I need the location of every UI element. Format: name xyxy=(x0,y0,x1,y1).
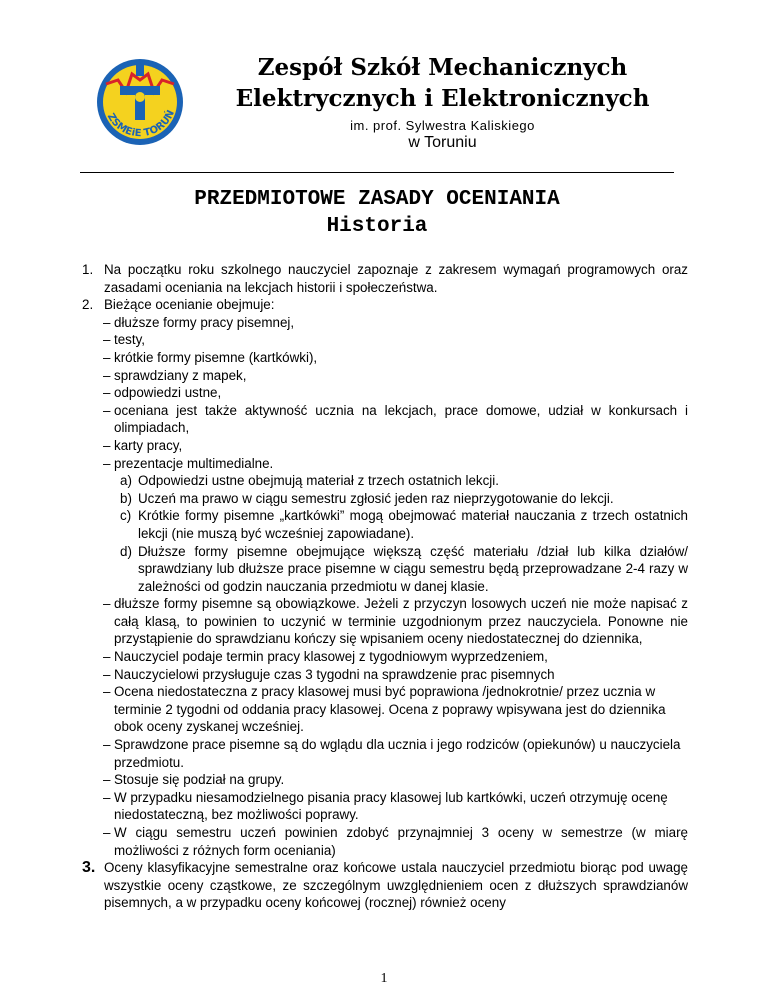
document-title xyxy=(80,186,674,240)
list-item-text: testy, xyxy=(114,332,146,348)
sub-item-letter: d) xyxy=(120,543,132,559)
dash-bullet: – xyxy=(103,349,111,365)
dash-bullet: – xyxy=(103,772,111,788)
list-item xyxy=(82,683,688,736)
list-item xyxy=(82,331,688,349)
point-1 xyxy=(82,261,688,296)
sub-item-text: Uczeń ma prawo w ciągu semestru zgłosić jeden raz nieprzygotowanie do lekcji. xyxy=(138,490,614,506)
list-item-text: W przypadku niesamodzielnego pisania pracy klasowej lub kartkówki, uczeń otrzymuję ocenę niedostateczną, bez możliwości poprawy. xyxy=(114,789,668,823)
point-1-text: Na początku roku szkolnego nauczyciel zapoznaje z zakresem wymagań programowych oraz zasadami oceniania na lekcjach historii i społeczeństwa. xyxy=(104,262,688,295)
sub-item-letter: b) xyxy=(120,490,132,506)
list-item-text: sprawdziany z mapek, xyxy=(114,367,247,383)
school-name-line2: Elektrycznych i Elektronicznych xyxy=(235,85,650,112)
dash-bullet: – xyxy=(103,314,111,330)
crest-ring-text: ZSMEiE TORUŃ xyxy=(104,108,177,140)
dash-bullet: – xyxy=(103,789,111,805)
list-item xyxy=(82,824,688,859)
sub-item-text: Krótkie formy pisemne „kartkówki” mogą obejmować materiał nauczania z trzech ostatnich lekcji (nie muszą być wcześniej zapowiadane). xyxy=(138,508,688,541)
point-2-number: 2. xyxy=(82,297,94,313)
dash-bullet: – xyxy=(103,367,111,383)
list-item xyxy=(82,648,688,666)
list-item-text: oceniana jest także aktywność ucznia na lekcjach, prace domowe, udział w konkursach i olimpiadach, xyxy=(114,402,688,436)
list-item-text: karty pracy, xyxy=(114,437,183,453)
sub-item-b xyxy=(82,490,688,508)
list-item xyxy=(82,314,688,332)
list-item-text: prezentacje multimedialne. xyxy=(114,455,274,471)
sub-item-letter: c) xyxy=(120,508,132,524)
point-3 xyxy=(82,859,688,912)
title-line1: PRZEDMIOTOWE ZASADY OCENIANIA xyxy=(194,188,560,211)
list-item xyxy=(82,666,688,684)
list-item xyxy=(82,736,688,771)
dash-bullet: – xyxy=(103,666,111,682)
sub-item-d xyxy=(82,543,688,596)
list-item-text: W ciągu semestru uczeń powinien zdobyć przynajmniej 3 oceny w semestrze (w miarę możliwości z różnych form oceniania) xyxy=(114,825,688,858)
sub-item-a xyxy=(82,472,688,490)
point-3-text: Oceny klasyfikacyjne semestralne oraz końcowe ustala nauczyciel przedmiotu biorąc pod uwagę wszystkie oceny cząstkowe, ze szczególnym uwzględnieniem ocen z dłuższych sprawdzianów pisemnych, a w przypadku oceny końcowej (rocznej) również oceny xyxy=(104,860,688,911)
list-item-text: dłuższe formy pracy pisemnej, xyxy=(114,314,295,330)
list-item-text: dłuższe formy pisemne są obowiązkowe. Jeżeli z przyczyn losowych uczeń nie może napisać z całą klasą, to powinien to uczynić w terminie uzgodnionym przez nauczyciela. Ponowne nie przystąpienie do sprawdzianu kończy się wpisaniem oceny niedostatecznej do dziennika, xyxy=(114,596,688,647)
list-item xyxy=(82,384,688,402)
list-item-text: odpowiedzi ustne, xyxy=(114,385,222,401)
school-logo xyxy=(92,50,188,150)
point-3-number: 3. xyxy=(82,859,96,877)
list-item xyxy=(82,367,688,385)
list-item xyxy=(82,437,688,455)
list-item-text: Nauczycielowi przysługuje czas 3 tygodni na sprawdzenie prac pisemnych xyxy=(114,666,555,682)
sub-item-text: Odpowiedzi ustne obejmują materiał z trzech ostatnich lekcji. xyxy=(138,473,499,489)
page-number: 1 xyxy=(380,971,388,986)
list-item xyxy=(82,402,688,437)
list-item xyxy=(82,771,688,789)
list-item-text: Nauczyciel podaje termin pracy klasowej z tygodniowym wyprzedzeniem, xyxy=(114,649,548,665)
list-item-text: Stosuje się podział na grupy. xyxy=(114,772,285,788)
school-city: w Toruniu xyxy=(408,134,477,151)
dash-bullet: – xyxy=(103,596,111,612)
point-2 xyxy=(82,296,688,314)
list-item xyxy=(82,595,688,648)
school-patron: im. prof. Sylwestra Kaliskiego xyxy=(350,118,535,133)
dash-bullet: – xyxy=(103,402,111,418)
dash-bullet: – xyxy=(103,455,111,471)
point-2-text: Bieżące ocenianie obejmuje: xyxy=(104,297,275,313)
point-1-number: 1. xyxy=(82,262,94,277)
list-item-text: Sprawdzone prace pisemne są do wglądu dla ucznia i jego rodziców (opiekunów) u nauczyciela przedmiotu. xyxy=(114,737,681,770)
list-item-text: krótkie formy pisemne (kartkówki), xyxy=(114,349,318,365)
sub-item-c xyxy=(82,507,688,542)
dash-bullet: – xyxy=(103,649,111,665)
sub-item-text: Dłuższe formy pisemne obejmujące większą część materiału /dział lub kilka działów/ sprawdziany lub dłuższe prace pisemne w ciągu semestru będą przeprowadzane 2-4 razy w zależności od godzin nauczania przedmiotu w danej klasie. xyxy=(138,543,688,594)
title-line2: Historia xyxy=(326,215,428,238)
dash-bullet: – xyxy=(103,385,111,401)
dash-bullet: – xyxy=(103,737,111,753)
sub-item-letter: a) xyxy=(120,473,132,489)
list-item xyxy=(82,349,688,367)
dash-bullet: – xyxy=(103,684,111,700)
school-crest-icon xyxy=(92,50,188,150)
list-item-text: Ocena niedostateczna z pracy klasowej musi być poprawiona /jednokrotnie/ przez ucznia w terminie 2 tygodni od oddania pracy klasowej. Ocena z poprawy wpisywana jest do dziennika obok oceny zyskanej wcześniej. xyxy=(114,684,666,735)
dash-bullet: – xyxy=(103,332,111,348)
header-divider xyxy=(80,172,674,173)
crest-tower xyxy=(136,64,144,76)
dash-bullet: – xyxy=(103,825,111,840)
school-name-line1: Zespół Szkół Mechanicznych xyxy=(257,54,628,81)
crest-t-hole xyxy=(135,92,145,102)
list-item xyxy=(82,789,688,824)
school-name-block xyxy=(190,52,695,152)
document-body xyxy=(82,261,688,912)
dash-bullet: – xyxy=(103,437,111,453)
list-item xyxy=(82,455,688,473)
